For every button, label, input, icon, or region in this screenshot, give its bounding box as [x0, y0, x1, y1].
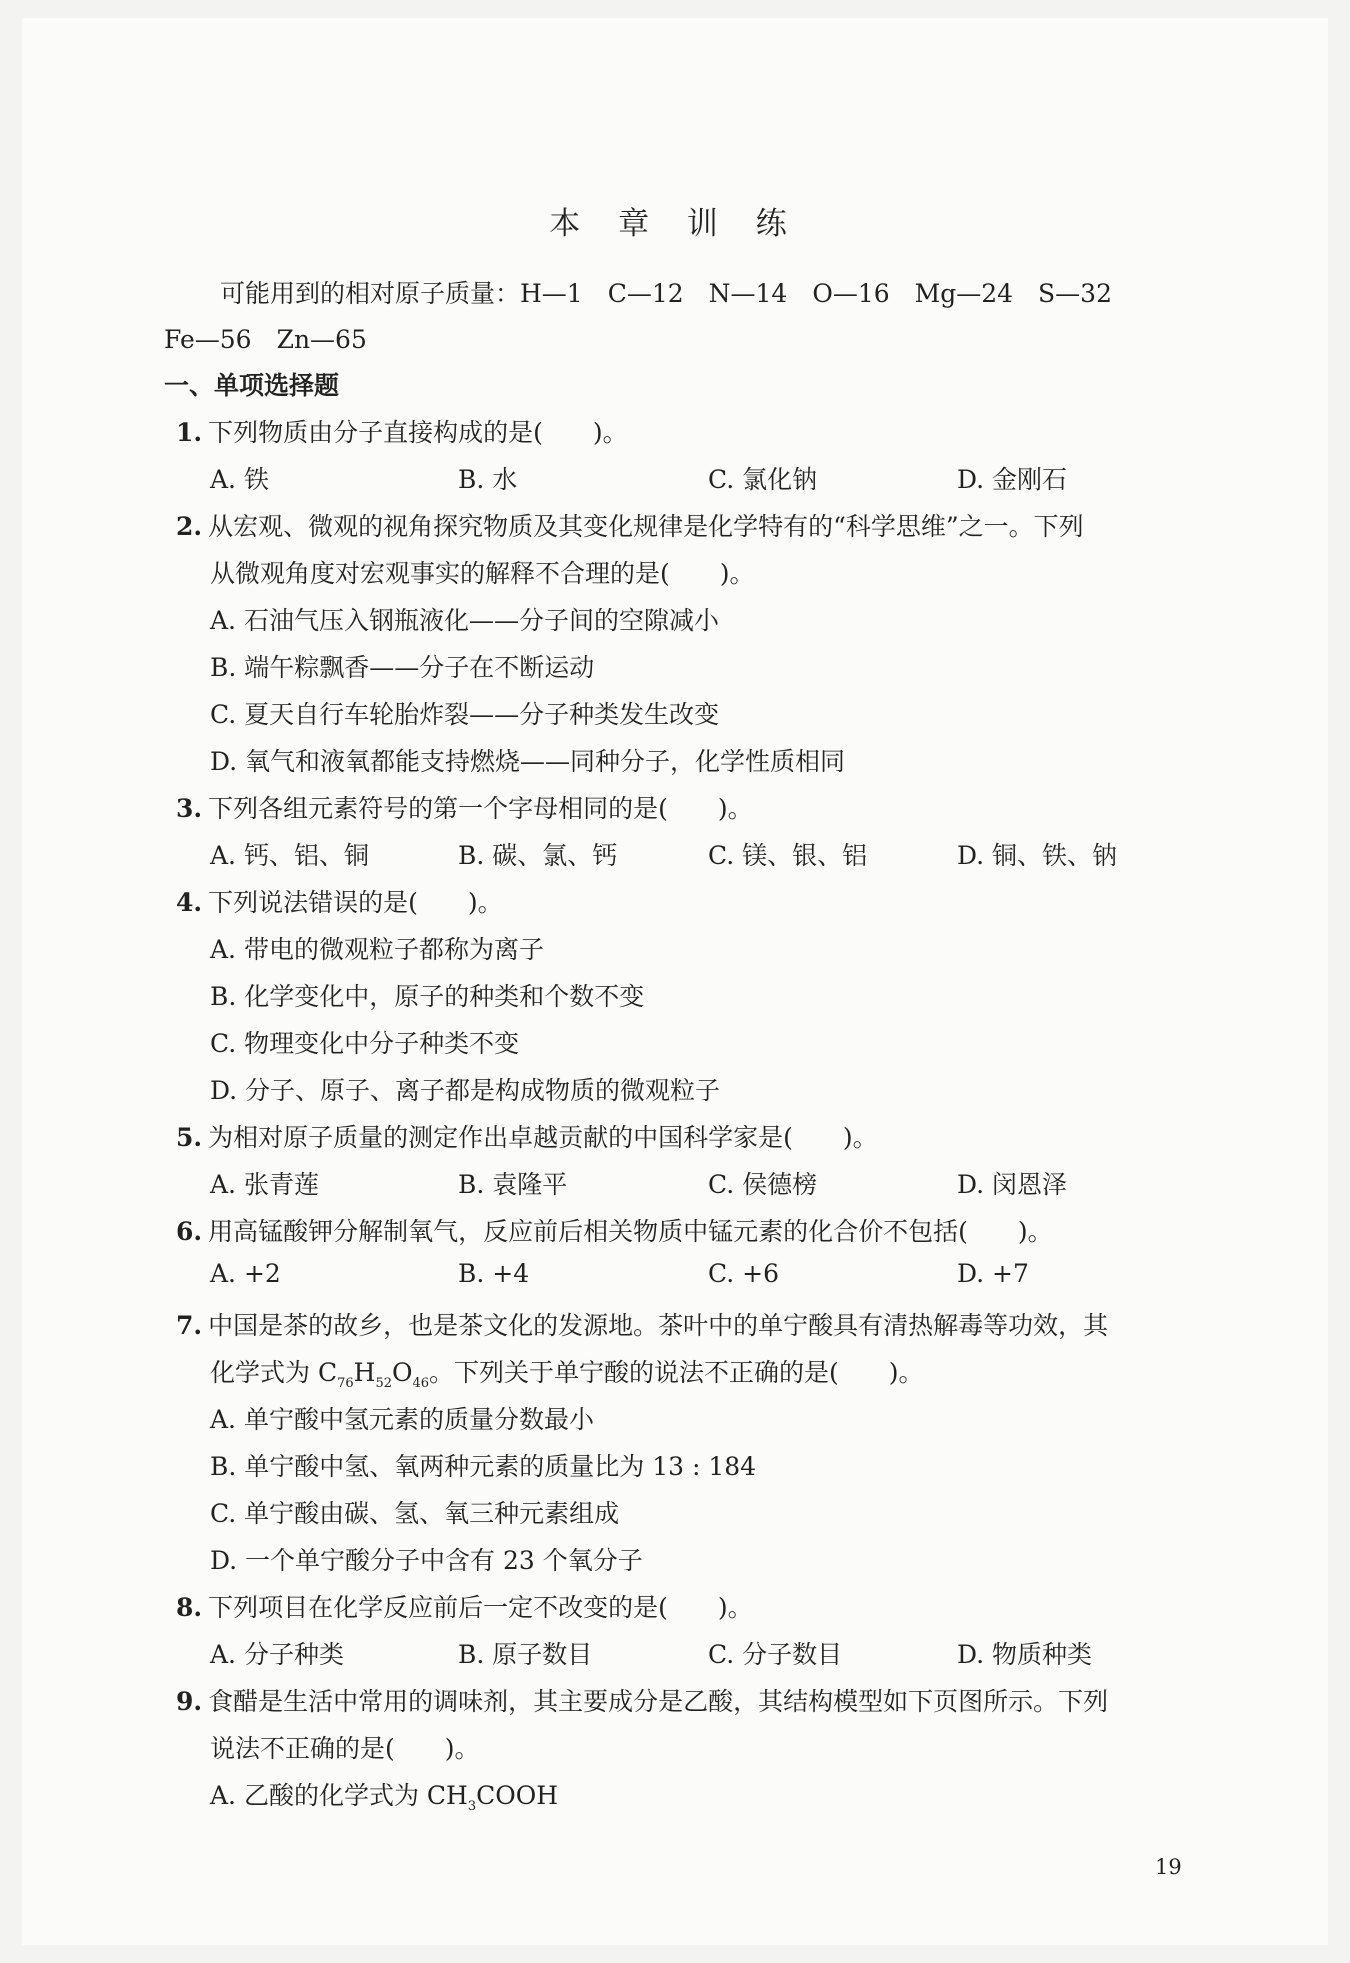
- subscript: 3: [467, 1799, 477, 1814]
- option: D. 一个单宁酸分子中含有 23 个氧分子: [210, 1546, 643, 1575]
- atomic-masses-line2: Fe—56 Zn—65: [164, 325, 367, 354]
- option: C. 单宁酸由碳、氢、氧三种元素组成: [210, 1499, 620, 1528]
- section-heading: 一、单项选择题: [164, 371, 340, 400]
- page-number: 19: [1155, 1855, 1182, 1879]
- option: A. +2: [210, 1259, 281, 1288]
- question-number: 8.: [176, 1593, 203, 1622]
- subscript: 46: [412, 1376, 430, 1391]
- option: C. 氯化钠: [708, 465, 818, 494]
- option: A. 单宁酸中氢元素的质量分数最小: [210, 1405, 594, 1434]
- question-number: 6.: [176, 1217, 203, 1246]
- option: A. 分子种类: [210, 1640, 344, 1669]
- option: D. 分子、原子、离子都是构成物质的微观粒子: [210, 1076, 721, 1105]
- subscript: 76: [337, 1376, 354, 1391]
- option: D. 铜、铁、钠: [957, 841, 1118, 870]
- question-5: [176, 1118, 878, 1154]
- question-3: [176, 789, 753, 825]
- option: C. 镁、银、铝: [708, 841, 868, 870]
- question-stem: 食醋是生活中常用的调味剂，其主要成分是乙酸，其结构模型如下页图所示。下列: [208, 1687, 1109, 1716]
- question-stem-cont: 说法不正确的是( )。: [210, 1734, 480, 1763]
- question-number: 3.: [176, 794, 203, 823]
- option: A. 钙、铝、铜: [210, 841, 369, 870]
- option-text-rest: COOH: [476, 1781, 559, 1810]
- formula-element: H: [353, 1358, 376, 1387]
- option: D. 物质种类: [957, 1640, 1093, 1669]
- question-6: [176, 1212, 1053, 1248]
- question-number: 1.: [176, 418, 203, 447]
- option: [210, 1776, 558, 1814]
- question-number: 9.: [176, 1687, 203, 1716]
- question-stem: 中国是茶的故乡，也是茶文化的发源地。茶叶中的单宁酸具有清热解毒等功效，其: [208, 1311, 1109, 1340]
- option: D. 氧气和液氧都能支持燃烧——同种分子，化学性质相同: [210, 747, 846, 776]
- option: C. +6: [708, 1259, 779, 1288]
- question-2: [176, 507, 1084, 543]
- question-7: [176, 1306, 1108, 1342]
- option: A. 铁: [210, 465, 269, 494]
- option: C. 分子数目: [708, 1640, 843, 1669]
- subscript: 52: [375, 1376, 392, 1391]
- question-stem: 下列说法错误的是( )。: [208, 888, 503, 917]
- option: D. +7: [957, 1259, 1029, 1288]
- option: A. 石油气压入钢瓶液化——分子间的空隙减小: [210, 606, 719, 635]
- question-stem: 下列各组元素符号的第一个字母相同的是( )。: [208, 794, 753, 823]
- question-4: [176, 883, 503, 919]
- question-number: 7.: [176, 1311, 203, 1340]
- option: C. 夏天自行车轮胎炸裂——分子种类发生改变: [210, 700, 720, 729]
- option: B. 化学变化中，原子的种类和个数不变: [210, 982, 645, 1011]
- option: B. +4: [458, 1259, 530, 1288]
- option: A. 张青莲: [210, 1170, 319, 1199]
- atomic-masses-line1: 可能用到的相对原子质量：H—1 C—12 N—14 O—16 Mg—24 S—32: [220, 279, 1112, 308]
- question-stem-cont: 从微观角度对宏观事实的解释不合理的是( )。: [210, 559, 755, 588]
- option: B. 原子数目: [458, 1640, 593, 1669]
- question-number: 4.: [176, 888, 203, 917]
- option: B. 碳、氯、钙: [458, 841, 618, 870]
- question-number: 5.: [176, 1123, 203, 1152]
- option: B. 袁隆平: [458, 1170, 568, 1199]
- question-stem-rest: 。下列关于单宁酸的说法不正确的是( )。: [429, 1358, 924, 1387]
- question-stem: 为相对原子质量的测定作出卓越贡献的中国科学家是( )。: [208, 1123, 878, 1152]
- question-stem: 用高锰酸钾分解制氧气，反应前后相关物质中锰元素的化合价不包括( )。: [208, 1217, 1053, 1246]
- question-stem-cont: [210, 1353, 924, 1391]
- formula-element: O: [391, 1358, 413, 1387]
- page-title: 本 章 训 练: [549, 206, 801, 242]
- option: B. 单宁酸中氢、氧两种元素的质量比为 13 : 184: [210, 1452, 757, 1481]
- option-text: A. 乙酸的化学式为 CH: [210, 1781, 468, 1810]
- option: A. 带电的微观粒子都称为离子: [210, 935, 544, 964]
- question-stem: 从宏观、微观的视角探究物质及其变化规律是化学特有的“科学思维”之一。下列: [208, 512, 1084, 541]
- question-9: [176, 1682, 1108, 1718]
- option: D. 闵恩泽: [957, 1170, 1068, 1199]
- option: B. 水: [458, 465, 518, 494]
- question-stem: 下列物质由分子直接构成的是( )。: [208, 418, 628, 447]
- option: C. 物理变化中分子种类不变: [210, 1029, 520, 1058]
- option: D. 金刚石: [957, 465, 1068, 494]
- option: C. 侯德榜: [708, 1170, 818, 1199]
- question-stem: 下列项目在化学反应前后一定不改变的是( )。: [208, 1593, 753, 1622]
- question-8: [176, 1588, 753, 1624]
- question-1: [176, 413, 628, 449]
- question-number: 2.: [176, 512, 203, 541]
- formula-prefix: 化学式为 C: [210, 1358, 338, 1387]
- option: B. 端午粽飘香——分子在不断运动: [210, 653, 595, 682]
